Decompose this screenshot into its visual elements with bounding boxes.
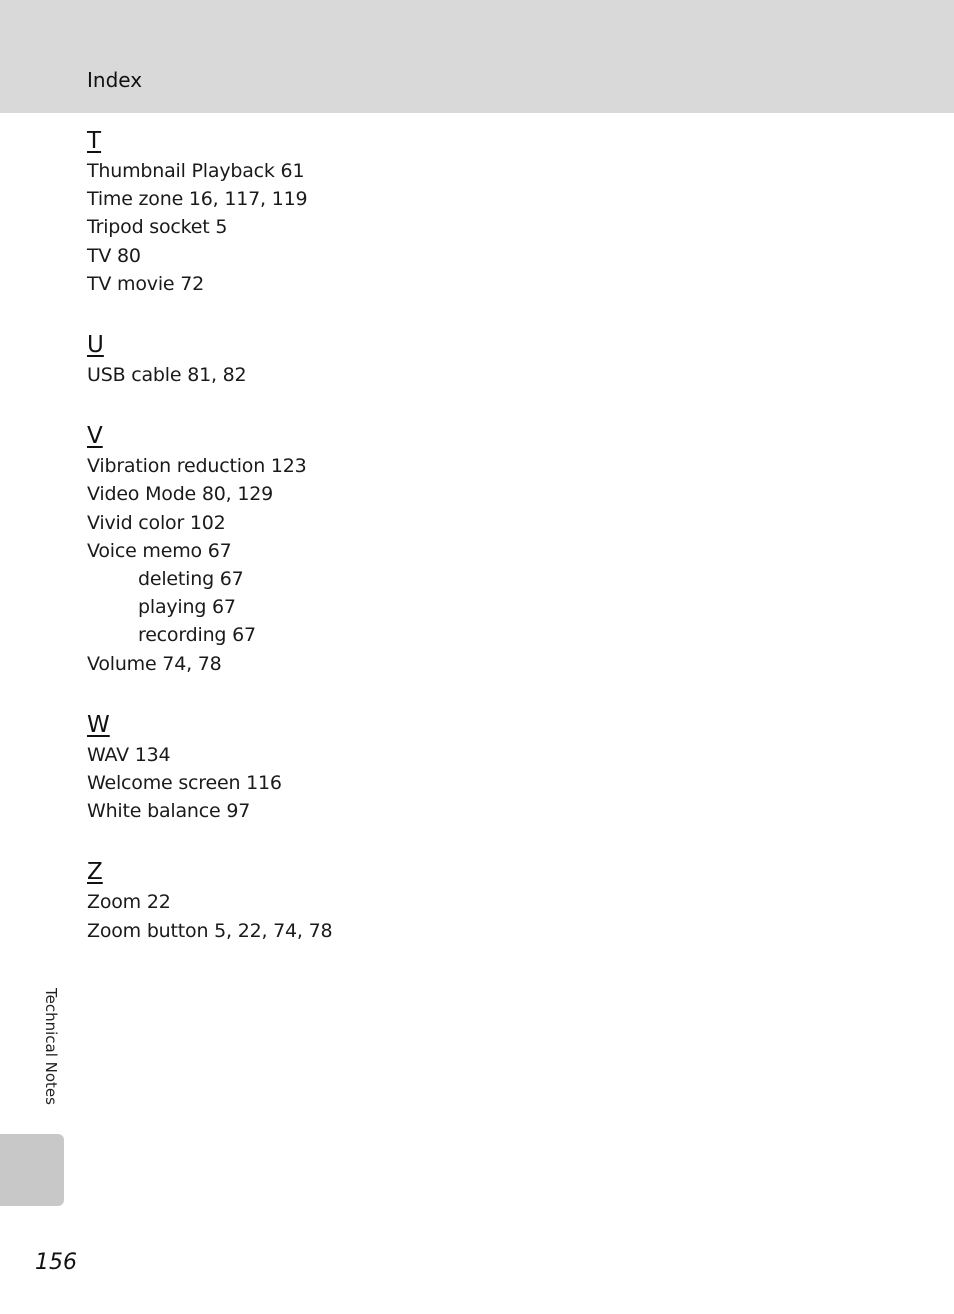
page-title: Index [87,68,143,92]
page-number: 156 [35,1250,77,1275]
index-entry: TV 80 [87,244,141,267]
index-entry: USB cable 81, 82 [87,364,247,387]
index-entry: Vibration reduction 123 [87,455,307,478]
index-subentry: deleting 67 [138,568,244,591]
index-entry: TV movie 72 [87,272,205,295]
index-entry: White balance 97 [87,800,251,823]
index-section-z [87,856,787,944]
section-letter: W [87,711,110,738]
section-letter: T [87,128,102,154]
index-subentry: recording 67 [138,624,256,647]
index-entry: Vivid color 102 [87,511,226,534]
index-entry: Thumbnail Playback 61 [87,160,305,182]
chapter-tab [0,1134,64,1206]
section-letter: Z [87,859,103,886]
index-section-t [87,125,787,298]
index-entry: Video Mode 80, 129 [87,483,274,506]
index-entry: Tripod socket 5 [87,216,228,239]
index-entry: WAV 134 [87,743,171,766]
index-subentry: playing 67 [138,596,236,619]
section-letter: U [87,332,104,359]
section-letter: V [87,423,103,450]
index-section-w [87,709,787,826]
index-entry: Zoom 22 [87,891,171,914]
index-content [87,125,787,976]
chapter-label: Technical Notes [42,988,60,1105]
index-entry: Welcome screen 116 [87,772,282,795]
index-entry: Volume 74, 78 [87,652,222,675]
index-entry: Voice memo 67 [87,539,232,562]
index-entry: Zoom button 5, 22, 74, 78 [87,919,333,942]
header-band [0,0,954,113]
index-section-v [87,420,787,678]
index-section-u [87,329,787,389]
index-entry: Time zone 16, 117, 119 [87,188,308,211]
